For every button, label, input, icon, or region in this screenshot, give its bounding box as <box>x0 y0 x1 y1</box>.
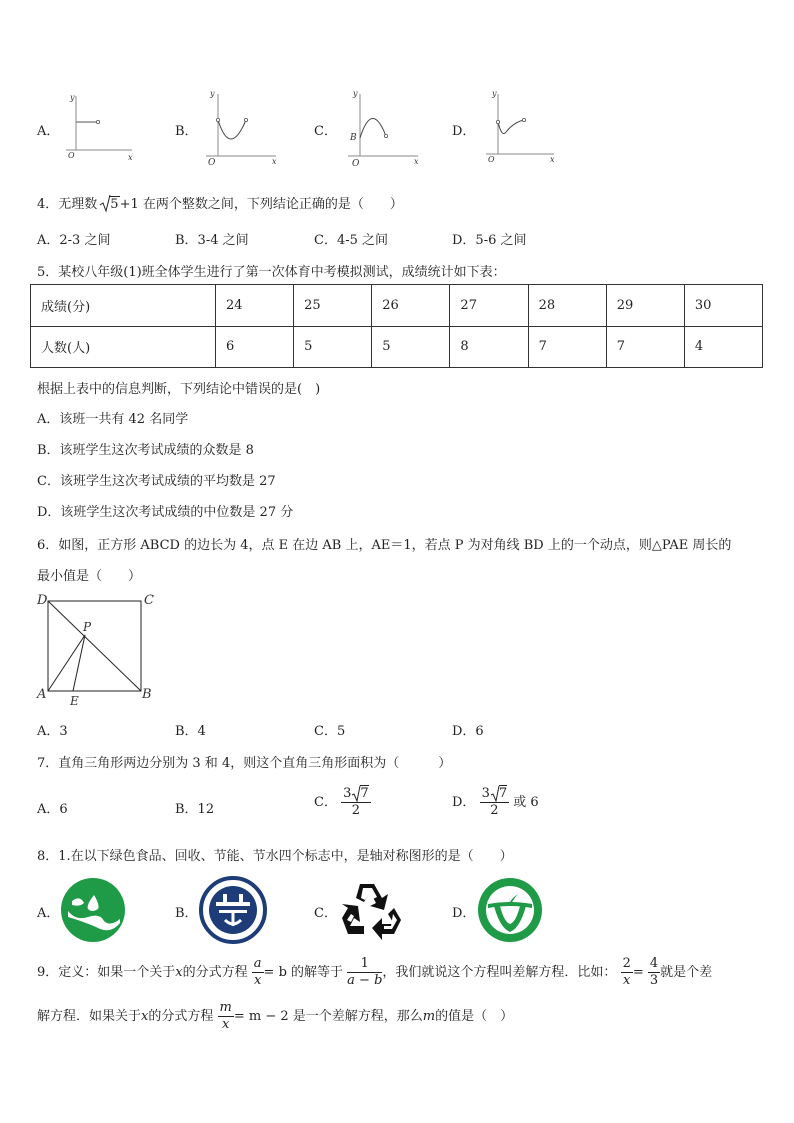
score-table <box>30 284 763 368</box>
axis-x-label: x <box>550 155 555 164</box>
axis-x-label: x <box>414 157 419 166</box>
axis-x-label: x <box>128 153 133 162</box>
q7-stem: 7．直角三角形两边分别为 3 和 4，则这个直角三角形面积为（ ） <box>37 756 452 771</box>
table-cell: 28 <box>528 285 606 327</box>
q7-option-b[interactable]: B．12 <box>175 802 215 817</box>
q3-graph-a <box>58 92 138 167</box>
table-cell: 26 <box>372 285 450 327</box>
q4-option-a[interactable]: A．2-3 之间 <box>37 233 111 248</box>
fraction: 3 7 2 <box>343 786 369 818</box>
axis-y-label: y <box>353 89 358 98</box>
q3-option-c-label: C． <box>314 124 337 139</box>
table-header-cell: 成绩(分) <box>31 285 216 327</box>
q6-option-d[interactable]: D．6 <box>452 724 484 739</box>
square-abcd-figure <box>34 590 164 710</box>
q6-stem-line1: 6．如图，正方形 ABCD 的边长为 4，点 E 在边 AB 上，AE＝1，若点 P 为对角线 BD 上的一个动点，则△PAE 周长的 <box>37 538 732 553</box>
fraction: $\frac{1}{a - b}$ <box>347 956 383 988</box>
recycling-logo-icon <box>338 878 404 942</box>
water-saving-logo-icon <box>60 877 126 943</box>
q7-option-a[interactable]: A．6 <box>37 802 68 817</box>
q5-option-c[interactable]: C．该班学生这次考试成绩的平均数是 27 <box>37 474 276 489</box>
table-cell: 6 <box>216 326 294 368</box>
axis-y-label: y <box>492 89 497 98</box>
point-e-label: E <box>70 694 79 708</box>
vertex-a-label: A <box>37 687 47 702</box>
origin-label: O <box>208 158 216 168</box>
table-cell: 7 <box>606 326 684 368</box>
q8-option-a-label[interactable]: A． <box>37 906 60 921</box>
table-cell: 5 <box>372 326 450 368</box>
q5-option-b[interactable]: B．该班学生这次考试成绩的众数是 8 <box>37 443 254 458</box>
q8-stem: 8．1.在以下绿色食品、回收、节能、节水四个标志中，是轴对称图形的是（ ） <box>37 849 513 864</box>
green-food-logo-icon <box>476 876 544 944</box>
q4-radicand: 5 <box>110 197 119 212</box>
point-b-label: B <box>350 133 357 143</box>
q4-suffix: +1 在两个整数之间，下列结论正确的是（ ） <box>119 197 403 212</box>
q8-option-b-label[interactable]: B． <box>175 906 198 921</box>
sqrt-sign-icon <box>99 195 111 213</box>
table-row <box>31 285 763 327</box>
table-header-cell: 人数(人) <box>31 326 216 368</box>
fraction: $\frac{a}{x}$ <box>253 956 262 988</box>
table-cell: 5 <box>294 326 372 368</box>
q5-option-a[interactable]: A．该班一共有 42 名同学 <box>37 412 189 427</box>
q6-stem-line2: 最小值是（ ） <box>37 569 142 584</box>
fraction: $\frac{4}{3}$ <box>649 956 659 988</box>
q4-option-c[interactable]: C．4-5 之间 <box>314 233 389 248</box>
q5-option-d[interactable]: D．该班学生这次考试成绩的中位数是 27 分 <box>37 505 294 520</box>
q5-prompt: 根据上表中的信息判断，下列结论中错误的是( ) <box>37 382 321 397</box>
q3-graph-c <box>340 86 425 168</box>
table-cell: 25 <box>294 285 372 327</box>
table-cell: 29 <box>606 285 684 327</box>
table-cell: 4 <box>684 326 762 368</box>
q8-option-d-label[interactable]: D． <box>452 906 476 921</box>
table-cell: 7 <box>528 326 606 368</box>
q3-graph-b <box>200 86 285 168</box>
vertex-d-label: D <box>37 593 48 608</box>
q3-option-a-label: A． <box>37 124 60 139</box>
table-cell: 27 <box>450 285 528 327</box>
q4-prefix: 4．无理数 <box>37 197 98 212</box>
table-cell: 24 <box>216 285 294 327</box>
q9-line2: 解方程．如果关于x的分式方程 $\frac{m}{x}$ = m − 2 是一个差解方程，那么m的值是（ ） <box>37 1000 514 1032</box>
q5-stem: 5．某校八年级(1)班全体学生进行了第一次体育中考模拟测试，成绩统计如下表： <box>37 265 506 280</box>
sqrt-sign-icon <box>490 786 500 802</box>
vertex-b-label: B <box>142 687 152 702</box>
q9-line1: 9．定义：如果一个关于x的分式方程 $\frac{a}{x}$ = b 的解等于 $\frac{1}{a - b}$ ，我们就说这个方程叫差解方程．比如： $\frac{2}{x}$ = $\frac{4}{3}$ 就是个差 <box>37 956 713 988</box>
fraction: 3 7 2 <box>481 786 508 818</box>
fraction: $\frac{2}{x}$ <box>622 956 631 988</box>
table-cell: 8 <box>450 326 528 368</box>
origin-label: O <box>68 151 75 160</box>
table-row <box>31 326 763 368</box>
q4-sqrt <box>99 197 119 212</box>
q4-option-b[interactable]: B．3-4 之间 <box>175 233 249 248</box>
table-cell: 30 <box>684 285 762 327</box>
q8-option-c-label[interactable]: C． <box>314 906 337 921</box>
option-label: C． <box>314 795 337 810</box>
option-label: D． <box>452 795 476 810</box>
q3-option-d-label: D． <box>452 124 476 139</box>
q4-stem <box>37 193 403 212</box>
q6-option-a[interactable]: A．3 <box>37 724 68 739</box>
point-p-label: P <box>83 620 92 634</box>
q4-option-d[interactable]: D．5-6 之间 <box>452 233 527 248</box>
energy-saving-logo-icon <box>199 876 267 944</box>
q3-option-b-label: B． <box>175 124 198 139</box>
option-suffix: 或 6 <box>513 795 539 810</box>
vertex-c-label: C <box>144 593 154 608</box>
origin-label: O <box>488 155 495 164</box>
q7-option-c[interactable] <box>314 786 371 819</box>
axis-x-label: x <box>272 157 277 166</box>
q7-option-d[interactable] <box>452 786 539 819</box>
axis-y-label: y <box>70 93 75 102</box>
sqrt-sign-icon <box>351 786 361 802</box>
origin-label: O <box>352 159 360 169</box>
q3-graph-d <box>478 88 563 168</box>
q6-option-b[interactable]: B．4 <box>175 724 206 739</box>
fraction: $\frac{m}{x}$ <box>219 1000 232 1032</box>
q6-option-c[interactable]: C．5 <box>314 724 346 739</box>
axis-y-label: y <box>210 89 215 98</box>
